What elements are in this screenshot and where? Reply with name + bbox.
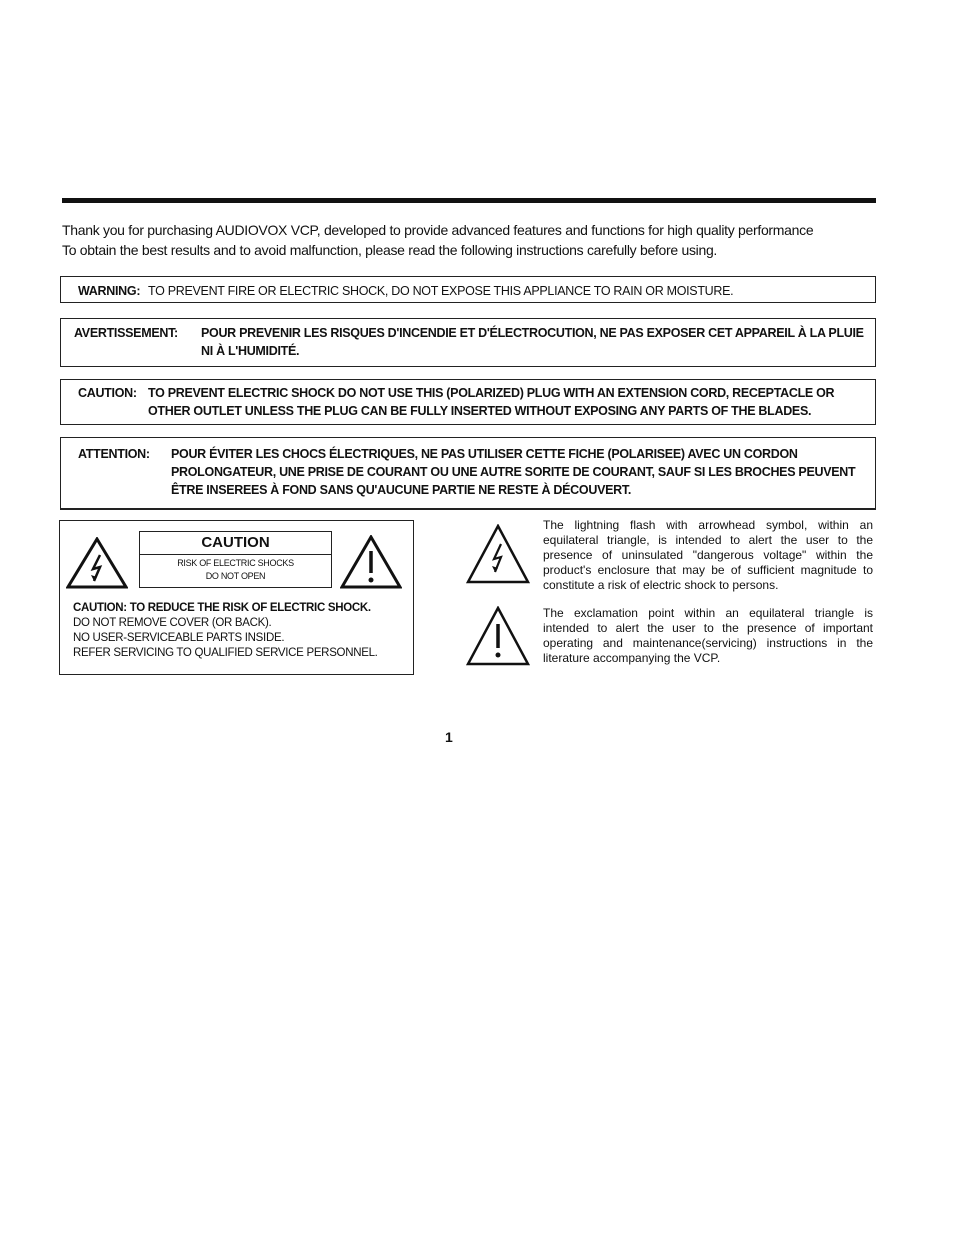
attention-bottom-rule — [60, 508, 876, 510]
caution-sticker — [139, 531, 332, 588]
top-rule — [62, 198, 876, 203]
intro-line-1: Thank you for purchasing AUDIOVOX VCP, developed to provide advanced features and functions for high quality performance — [62, 222, 814, 238]
avertissement-box — [60, 318, 876, 367]
intro-paragraph — [62, 220, 862, 260]
attention-label: ATTENTION: — [78, 447, 150, 461]
caution-sticker-sub-1: RISK OF ELECTRIC SHOCKS — [177, 558, 294, 568]
lightning-symbol-icon — [466, 524, 530, 589]
avertissement-label: AVERTISSEMENT: — [74, 326, 178, 340]
attention-text: POUR ÉVITER LES CHOCS ÉLECTRIQUES, NE PAS UTILISER CETTE FICHE (POLARISEE) AVEC UN CORDON PROLONGATEUR, UNE PRISE DE COURANT OU UNE AUTRE SORITE DE COURANT, SAUF SI LES BROCHES PEUVENT ÊTRE INSEREES À FOND SANS QU'AUCUNE PARTIE NE RESTE À DÉCOUVERT. — [171, 447, 856, 497]
avertissement-text: POUR PREVENIR LES RISQUES D'INCENDIE ET D'ÉLECTROCUTION, NE PAS EXPOSER CET APPAREIL À LA PLUIE NI À L'HUMIDITÉ. — [201, 326, 864, 358]
intro-line-2: To obtain the best results and to avoid malfunction, please read the following instructions carefully before using. — [62, 242, 718, 258]
caution-panel-line-1: CAUTION: TO REDUCE THE RISK OF ELECTRIC SHOCK. — [73, 602, 371, 614]
warning-label: WARNING: — [78, 284, 141, 298]
exclamation-triangle-icon — [340, 535, 402, 594]
caution-panel-line-3: NO USER-SERVICEABLE PARTS INSIDE. — [73, 632, 285, 644]
caution-label: CAUTION: — [78, 386, 137, 400]
caution-panel-line-2: DO NOT REMOVE COVER (OR BACK). — [73, 617, 272, 629]
warning-text: TO PREVENT FIRE OR ELECTRIC SHOCK, DO NOT EXPOSE THIS APPLIANCE TO RAIN OR MOISTURE. — [148, 284, 734, 298]
page-number: 1 — [445, 729, 453, 745]
lightning-symbol-description: The lightning flash with arrowhead symbol, within an equilateral triangle, is intended to alert the user to the presence of uninsulated "dangerous voltage" within the product's enclosure that may be of sufficient magnitude to constitute a risk of electric shock to persons. — [543, 518, 873, 592]
exclamation-symbol-description: The exclamation point within an equilateral triangle is intended to alert the user to the presence of important operating and maintenance(servicing) instructions in the literature accompanying the VCP. — [543, 606, 873, 665]
caution-sticker-subtitle — [140, 557, 331, 583]
caution-box — [60, 379, 876, 425]
caution-panel-text — [73, 601, 378, 661]
caution-label-panel — [59, 520, 414, 675]
attention-box — [60, 437, 876, 509]
caution-text: TO PREVENT ELECTRIC SHOCK DO NOT USE THIS (POLARIZED) PLUG WITH AN EXTENSION CORD, RECEPTACLE OR OTHER OUTLET UNLESS THE PLUG CAN BE FULLY INSERTED WITHOUT EXPOSING ANY PARTS OF THE BLADES. — [148, 386, 835, 418]
caution-sticker-sub-2: DO NOT OPEN — [205, 571, 266, 581]
caution-panel-line-4: REFER SERVICING TO QUALIFIED SERVICE PERSONNEL. — [73, 647, 378, 659]
lightning-triangle-icon — [66, 537, 128, 594]
caution-sticker-title: CAUTION — [140, 532, 331, 555]
warning-box — [60, 276, 876, 303]
exclamation-symbol-icon — [466, 606, 530, 671]
